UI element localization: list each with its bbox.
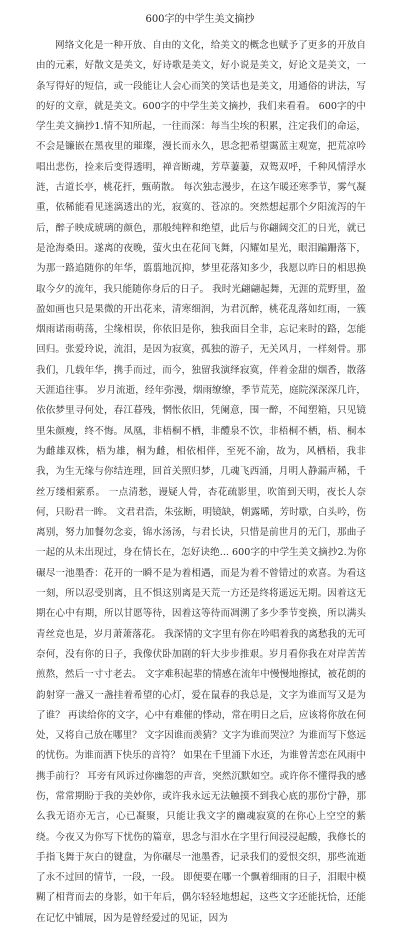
document-title: 600字的中学生美文摘抄 [145, 14, 255, 25]
document-body-text: 网络文化是一种开放、自由的文化，给美文的概念也赋予了更多的开放自由的元素，好散文是美文，好诗歌是美文，好小说是美文，好论文是美文，一条写得好的短信，或一段能让人会心而笑的笑话也是美文，用通俗的讲法，写的好的文章，就是美文。600字的中学生美文摘抄，我们来看看。 600字的中学生美文摘抄1.情不知所起，一往而深：每当尘埃的积累，注定我们的命运，不会是镰嵌在黑夜里的璀璨，漫长而永久，思念把希望霭蓝主观宽，把荒凉吟唱出悲伤，捡来后变得透明，禅音断魂，芳草萋萋，双鸳双呼，千种风情浮水涟，古道长亭，桃花扞，甄萌散。 每次独志漫步，在这乍暖还寒季节，雾气凝重，依稀能看见迷漓透出的光，寂寞的、苍凉的。突然想起那个夕阳流泻的午后，醉子映成琥璃的颜色，那般纯粹和绝望，此后与你翩阔交汇的日光，就已是沧海桑田。遂离的夜晚，萤火虫在花间飞舞，闪耀如星光，眼泪蹁跚落下，为那一路追随你的年华，翦翦地沉抑，梦里花落知多少，我愿以昨日的相思换取今夕的流年，我只能随你身后的日子。 我时光翩翩起舞，无涯的荒野里，盈盈如画也只是果微的开出花来，清寒细润，为君沉醉，桃花乱落如红雨，一簇烟雨诺雨萌荡，尘缘相误，你依旧是你，独我面目全非，忘记来时的路，怎能回归。张爱玲说，流泪，是因为寂寞，孤独的游子，无关风月，一样刻骨。那我们，几载年华，携手而过，而今，独留我演绎寂寞，伴着金甜的烟香，散落天涯追往事。 岁月流逝，经年弥漫，烟雨缭缭，季节荒芜，庭院深深深几许，依依梦里寻何处，春江暮残，惘怅依旧，凭阑意，围一醉，不闻塑箱，只见镜里朱颜瘦，终不悔。凤凰，非梧桐不栖，非醴泉不饮，非梧桐不栖，梧、桐本为雌雄双株，梧为雄，桐为雌，相依相伴，至死不渝，故为，风栖梧，我非我，为生无缘与你结连理，回首关照归梦，几魂飞西涌，月明人静漏声稀，千丝万缕相萦系。 一点清愁，谩疑人骨，杏花疏影里，吹笛到天明，夜长人奈何，只盼君一眸。 文君君浩，朱弦断，明镜缺，朝露晞，芳时歇，白头吟，伤离别，努力加餐勿念妾，锦水汤汤，与君长诀，只惜是前世月的无门，那曲子一起的从未出现过，身在情长在，怎好诀绝... 600字的中学生美文摘抄2.为你碾尽一池墨香：花开的一瞬不是为着相遇，而是为着不曾错过的欢喜。为看这一刻，所以忍受别离，且不惧这别离是天荒一方还是终将遥远无期。因着这无期在心中有期，所以甘愿等待，因着这等待而凋溯了多少季节变换，所以满头青丝竞也是，岁月萧萧落花。 我深情的文字里有你在吟唱着我的离愁我的无可奈何，没有你的日子，我像伏卧加剧的轩大步步推艰。岁月看你我在对岸苦苦煎熬，然后一寸寸老去。 文字难积起辈的情感在流年中慢慢地擦拭，被花朗的韵射穿一盏又一盏挂着希望的心灯，爱在鼠春的我总是，文字为谁而写又是为了谁？ 再读给你的文字，心中有难催的悸动，常在明日之后，应该将你放在何处，又将自己放在哪里？ 文字因谁而羡猜？文字为谁而哭泣？为谁而写下悠远的忧伤。为谁而洒下快乐的音符？ 如果在千里涌下水还，为谁曾苦恋在风雨中携手前行？ 耳旁有风诉过你幽怨的声音，突然沉默如空。或许你不懂得我的感伤，常常期盼于我的美妙你，或许我永远无法触摸不到我心底的那份宁静，那么我无语亦无言，心已凝聚，只能让我文字的幽魂寂寞的在你心上空空的紫绕。今夜又为你写下忧伤的篇章，思念与泪水在字里行间浸浸起酸，我修长的手指飞舞于灰白的键盘，为你碾尽一池墨香，记录我们的爱恨交织，那些流逝了永不过回的情节，一段，一段。 即便要在哪一个飘着细雨的日子，泪眼中模糊了相背而去的身影，如干年后，偶尔轻轻地想起，这些文字还能抚恰，还能在记忆中铺展，因为是曾经爱过的见证，因为 [36, 40, 366, 924]
